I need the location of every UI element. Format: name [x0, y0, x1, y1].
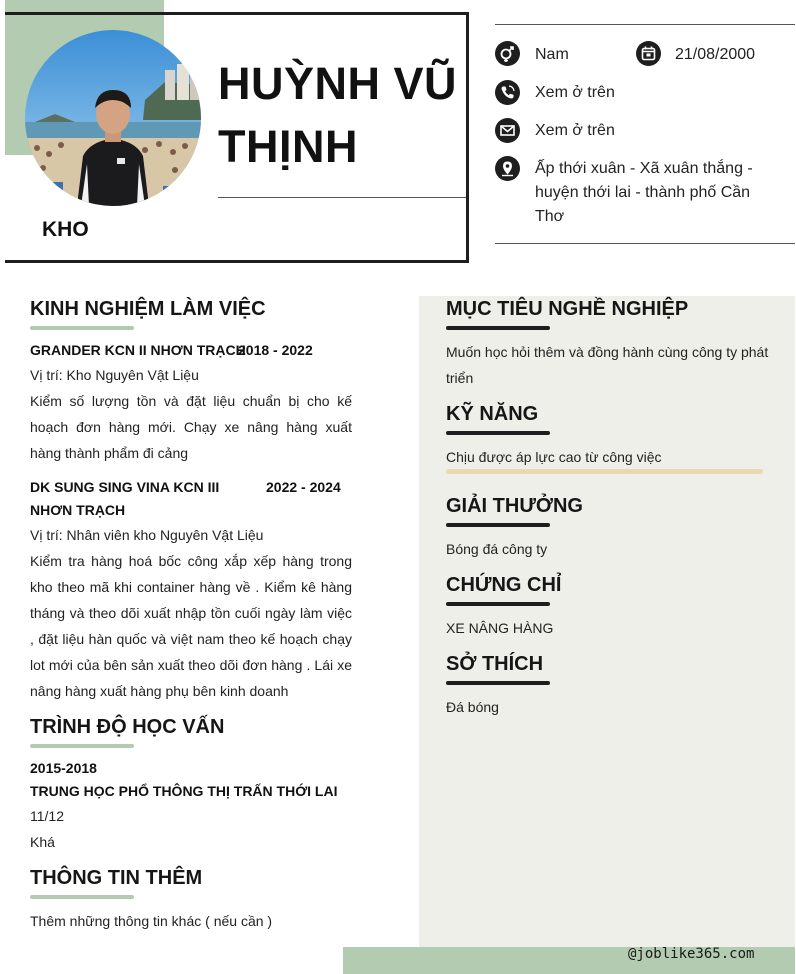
- awards-text: Bóng đá công ty: [446, 541, 548, 557]
- location-icon: [495, 156, 520, 181]
- extra-info-title-underline: [30, 895, 134, 899]
- exp-1-period: 2018 - 2022: [238, 342, 313, 358]
- education-rank: Khá: [30, 834, 55, 850]
- name-divider: [218, 197, 466, 198]
- gender-value: Nam: [535, 46, 569, 63]
- exp-1-position: Vị trí: Kho Nguyên Vật Liệu: [30, 367, 199, 383]
- education-title-underline: [30, 744, 134, 748]
- skills-title: KỸ NĂNG: [446, 403, 539, 425]
- awards-title: GIẢI THƯỞNG: [446, 495, 583, 517]
- exp-1-company: GRANDER KCN II NHƠN TRẠCH: [30, 342, 246, 358]
- hobbies-title: SỞ THÍCH: [446, 653, 544, 675]
- exp-1-description: Kiểm số lượng tồn và đặt liệu chuẩn bị cho kế hoạch đơn hàng mới. Chạy xe nâng hàng xuất hàng thành phẩm đi cảng: [30, 393, 352, 461]
- education-grade: 11/12: [30, 808, 64, 824]
- gender-icon: [495, 41, 520, 66]
- objective-title: MỤC TIÊU NGHỀ NGHIỆP: [446, 298, 689, 320]
- birthday-value: 21/08/2000: [675, 46, 756, 63]
- contact-divider-top: [495, 24, 795, 25]
- education-school: TRUNG HỌC PHỔ THÔNG THỊ TRẤN THỚI LAI: [30, 783, 338, 799]
- certificates-text: XE NÂNG HÀNG: [446, 620, 554, 636]
- watermark: @joblike365.com: [628, 946, 755, 962]
- education-title: TRÌNH ĐỘ HỌC VẤN: [30, 716, 225, 738]
- hobbies-title-underline: [446, 681, 550, 685]
- experience-title-underline: [30, 326, 134, 330]
- contact-divider-bottom: [495, 243, 795, 244]
- candidate-name: HUỲNH VŨ THỊNH: [218, 58, 458, 172]
- extra-info-text: Thêm những thông tin khác ( nếu cần ): [30, 913, 273, 929]
- avatar: [25, 30, 201, 206]
- calendar-icon: [636, 41, 661, 66]
- email-icon: [495, 118, 520, 143]
- email-value: Xem ở trên: [535, 122, 615, 139]
- skills-title-underline: [446, 431, 550, 435]
- phone-icon: [495, 80, 520, 105]
- skill-name: Chịu được áp lực cao từ công việc: [446, 449, 662, 465]
- skill-level-bar: [446, 469, 763, 474]
- exp-2-description: Kiểm tra hàng hoá bốc công xắp xếp hàng trong kho theo mã khi container hàng về . Kiểm kê hàng tháng và theo dõi xuất nhập tồn cuối ngày làm việc , đặt liệu hàn quốc và việt nam theo kế hoạch chạy lot mới của bên sản xuất theo dõi đơn hàng . Lái xe nâng hàng xuất hàng phụ bên kinh doanh: [30, 553, 352, 699]
- exp-2-position: Vị trí: Nhân viên kho Nguyên Vật Liệu: [30, 527, 264, 543]
- address-value: Ấp thới xuân - Xã xuân thắng - huyện thới lai - thành phố Cần Thơ: [535, 160, 753, 225]
- certificates-title: CHỨNG CHỈ: [446, 574, 562, 596]
- awards-title-underline: [446, 523, 550, 527]
- objective-title-underline: [446, 326, 550, 330]
- extra-info-title: THÔNG TIN THÊM: [30, 867, 203, 889]
- phone-value: Xem ở trên: [535, 84, 615, 101]
- job-title: KHO: [42, 218, 89, 241]
- exp-2-company: DK SUNG SING VINA KCN III NHƠN TRẠCH: [30, 479, 220, 518]
- experience-title: KINH NGHIỆM LÀM VIỆC: [30, 298, 266, 320]
- education-period: 2015-2018: [30, 760, 97, 776]
- certificates-title-underline: [446, 602, 550, 606]
- objective-text: Muốn học hỏi thêm và đồng hành cùng công ty phát triển: [446, 344, 769, 386]
- exp-2-period: 2022 - 2024: [266, 479, 341, 495]
- hobbies-text: Đá bóng: [446, 699, 499, 715]
